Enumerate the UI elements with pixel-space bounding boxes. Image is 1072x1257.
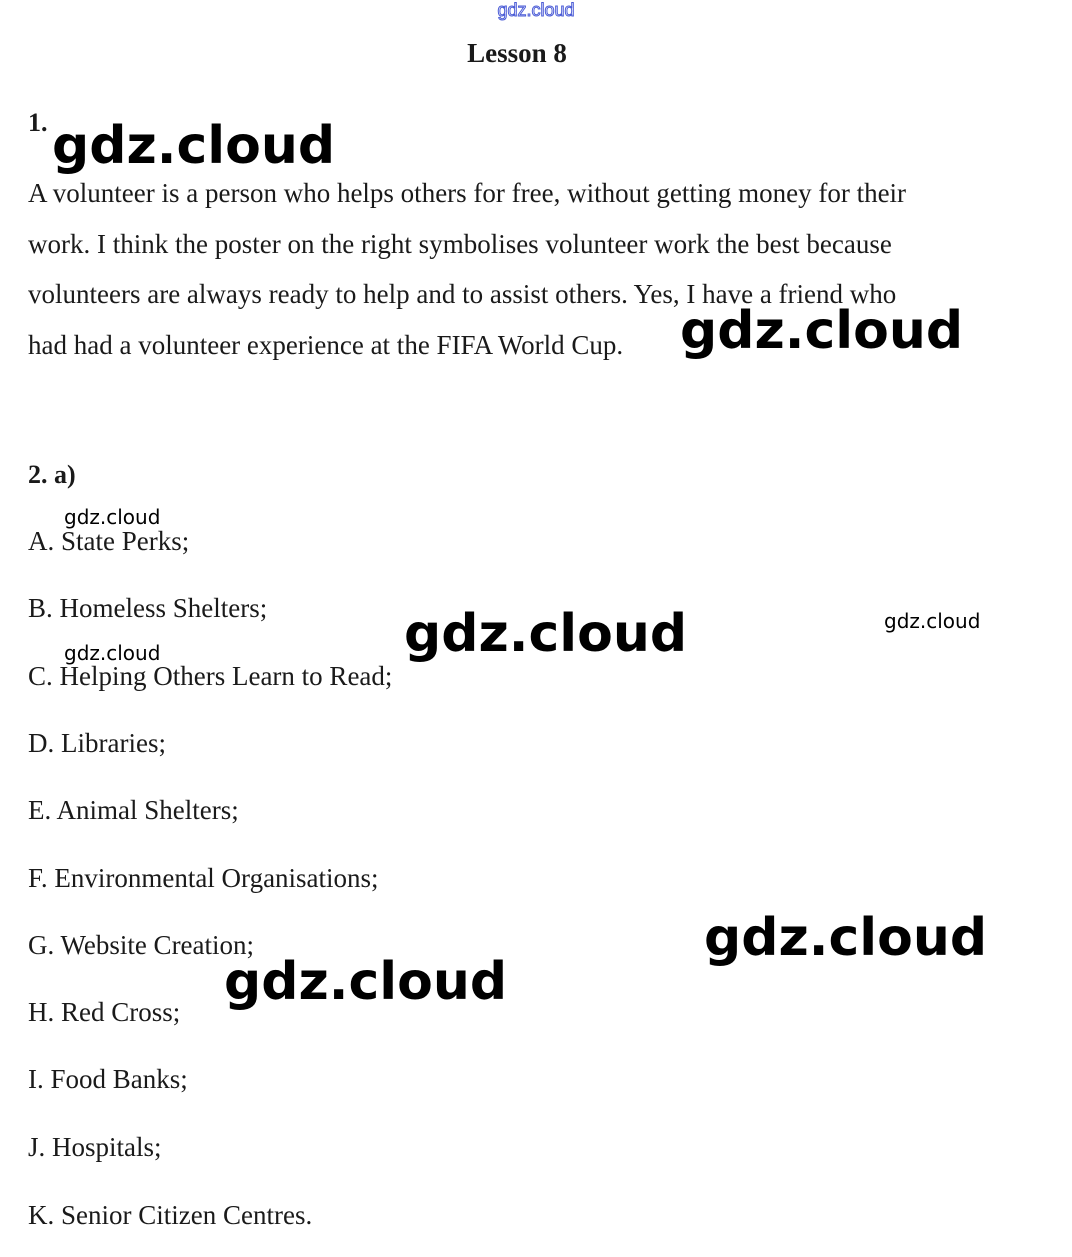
- list-item: C. Helping Others Learn to Read;: [28, 661, 393, 691]
- paragraph-line: A volunteer is a person who helps others for free, without getting money for their: [28, 178, 907, 208]
- page-title: Lesson 8: [467, 38, 567, 68]
- header-watermark: gdz.cloud: [497, 0, 575, 20]
- watermark: gdz.cloud: [64, 505, 161, 529]
- paragraph-line: had had a volunteer experience at the FIFA World Cup.: [28, 329, 624, 360]
- watermark: gdz.cloud: [404, 604, 688, 664]
- watermark: gdz.cloud: [884, 609, 981, 633]
- list-item: K. Senior Citizen Centres.: [28, 1200, 313, 1230]
- list-item: D. Libraries;: [28, 728, 166, 758]
- section-1-number: 1.: [28, 108, 48, 137]
- section-2-heading: 2. a): [28, 460, 76, 489]
- list-item: J. Hospitals;: [28, 1132, 162, 1162]
- list-item: B. Homeless Shelters;: [28, 593, 268, 623]
- watermark: gdz.cloud: [224, 952, 508, 1012]
- list-item: H. Red Cross;: [28, 997, 181, 1027]
- watermark: gdz.cloud: [680, 301, 964, 361]
- list-item: E. Animal Shelters;: [28, 795, 239, 825]
- watermark: gdz.cloud: [64, 641, 161, 665]
- list-item: I. Food Banks;: [28, 1064, 188, 1094]
- paragraph-line: volunteers are always ready to help and to assist others. Yes, I have a friend who: [28, 279, 897, 309]
- list-item: A. State Perks;: [28, 526, 190, 556]
- paragraph-line: work. I think the poster on the right symbolises volunteer work the best because: [28, 228, 892, 259]
- watermark: gdz.cloud: [52, 116, 336, 176]
- watermark: gdz.cloud: [704, 908, 988, 968]
- list-item: G. Website Creation;: [28, 930, 255, 960]
- list-item: F. Environmental Organisations;: [28, 863, 379, 893]
